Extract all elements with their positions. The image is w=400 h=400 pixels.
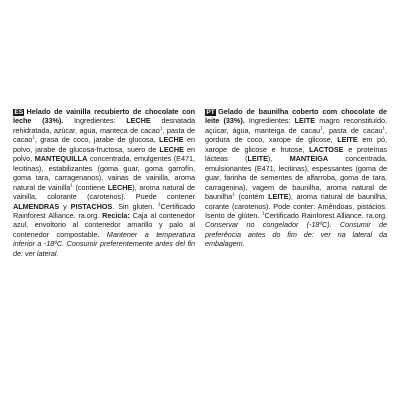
text-run: 1 xyxy=(32,135,35,141)
language-badge-pt: PT xyxy=(206,108,215,116)
text-run: Conservar no congelador (-18ºC). Consumir de preferência antes do fim de: ver na lateral da embalagem. xyxy=(205,220,387,249)
text-run: LECHE xyxy=(159,144,184,154)
text-run: ), xyxy=(267,154,290,164)
text-run: MANTEIGA xyxy=(289,154,329,164)
text-run: 1 xyxy=(382,126,386,132)
text-run: concentrada, emulgentes (E471, lecitinas), estabilizantes (goma guar, goma garrofín, goma tara, carragenanos), vainas de vainilla, aroma natural de vainilla xyxy=(13,154,195,192)
text-run: . Sin gluten. xyxy=(112,201,159,211)
ingredients-es-text xyxy=(13,107,195,258)
text-run: MANTEQUILLA xyxy=(34,154,88,164)
text-run: magro reconstituído, açúcar, água, manteiga de cacau xyxy=(205,116,387,135)
text-run: desnatada rehidratada, azúcar, agua, manteca de cacao xyxy=(13,116,195,135)
text-run: Helado de vainilla recubierto de chocolate con leche (33%). xyxy=(13,107,195,126)
text-run: Certificado Rainforest Alliance. ra.org. xyxy=(264,210,387,220)
text-run: , grasa de coco, jarabe de glucosa, xyxy=(34,135,160,145)
text-run: LACTOSE xyxy=(309,144,344,154)
text-run: LECHE xyxy=(159,135,184,145)
text-run: (contiene xyxy=(72,182,108,192)
text-run: 1 xyxy=(159,126,163,132)
text-run: Mantener a temperatura inferior a -18ºC. Consumir preferentemente antes del fin de: ver lateral. xyxy=(13,229,195,258)
text-run: 1 xyxy=(261,211,265,217)
text-run: LECHE xyxy=(107,182,133,192)
text-run: 1 xyxy=(70,183,73,189)
text-run: 1 xyxy=(158,202,161,208)
ingredients-pt-text xyxy=(205,107,387,248)
text-run: Caja al contenedor azul, envoltorio al contenedor amarillo y palo al contenedor compostable. xyxy=(13,210,195,239)
text-run: ALMENDRAS xyxy=(13,201,60,211)
language-badge-es: ES xyxy=(14,108,24,116)
text-run: Certificado Rainforest Alliance. ra.org. xyxy=(13,201,195,220)
text-run: Recicla: xyxy=(102,210,130,220)
text-run: ), aroma natural de vainilla, colorante (carotenos). Puede contener xyxy=(13,182,195,202)
text-run: LEITE xyxy=(268,192,289,202)
text-run: , gordura de coco, xarope de glicose, xyxy=(205,125,387,145)
text-run: 1 xyxy=(320,126,323,132)
text-run: Ingredientes: xyxy=(244,116,295,126)
text-run: , pasta de cacao xyxy=(13,125,195,145)
text-run: em pó, xarope de glicose e frutose, xyxy=(205,135,387,154)
text-run: LEITE xyxy=(294,116,316,126)
text-run: , pasta de cacau xyxy=(322,125,383,135)
text-run: y xyxy=(59,201,71,211)
text-run: Ingredientes: xyxy=(63,116,127,126)
text-run: (contém xyxy=(234,192,269,202)
text-run: en polvo, jarabe de glucosa-fructosa, suero de xyxy=(13,135,195,154)
text-run: PISTACHOS xyxy=(70,201,113,211)
ingredients-es-column xyxy=(13,107,195,288)
text-run: LECHE xyxy=(126,116,151,126)
ingredients-pt-column xyxy=(205,107,387,288)
text-run: ), aroma natural de baunilha, corante (carotenos). Pode conter: Amêndoas, pistácios. Isento de glúten. xyxy=(205,192,387,220)
ingredients-label-panel xyxy=(13,107,387,288)
text-run: concentrada, emulsionantes (E471, lecitinas), espessantes (goma de guar, farinha de sementes de alfarroba, goma de tara, carragenina), vagem de baunilha, aroma natural de baunilha xyxy=(205,154,387,202)
text-run: LEITE xyxy=(337,135,358,145)
text-run: e proteínas lácteas ( xyxy=(205,144,387,164)
text-run: 1 xyxy=(232,192,235,198)
text-run: en polvo, xyxy=(13,144,195,164)
text-run: Gelado de baunilha coberto com chocolate de leite (33%). xyxy=(205,107,387,126)
text-run: LEITE xyxy=(247,154,268,164)
